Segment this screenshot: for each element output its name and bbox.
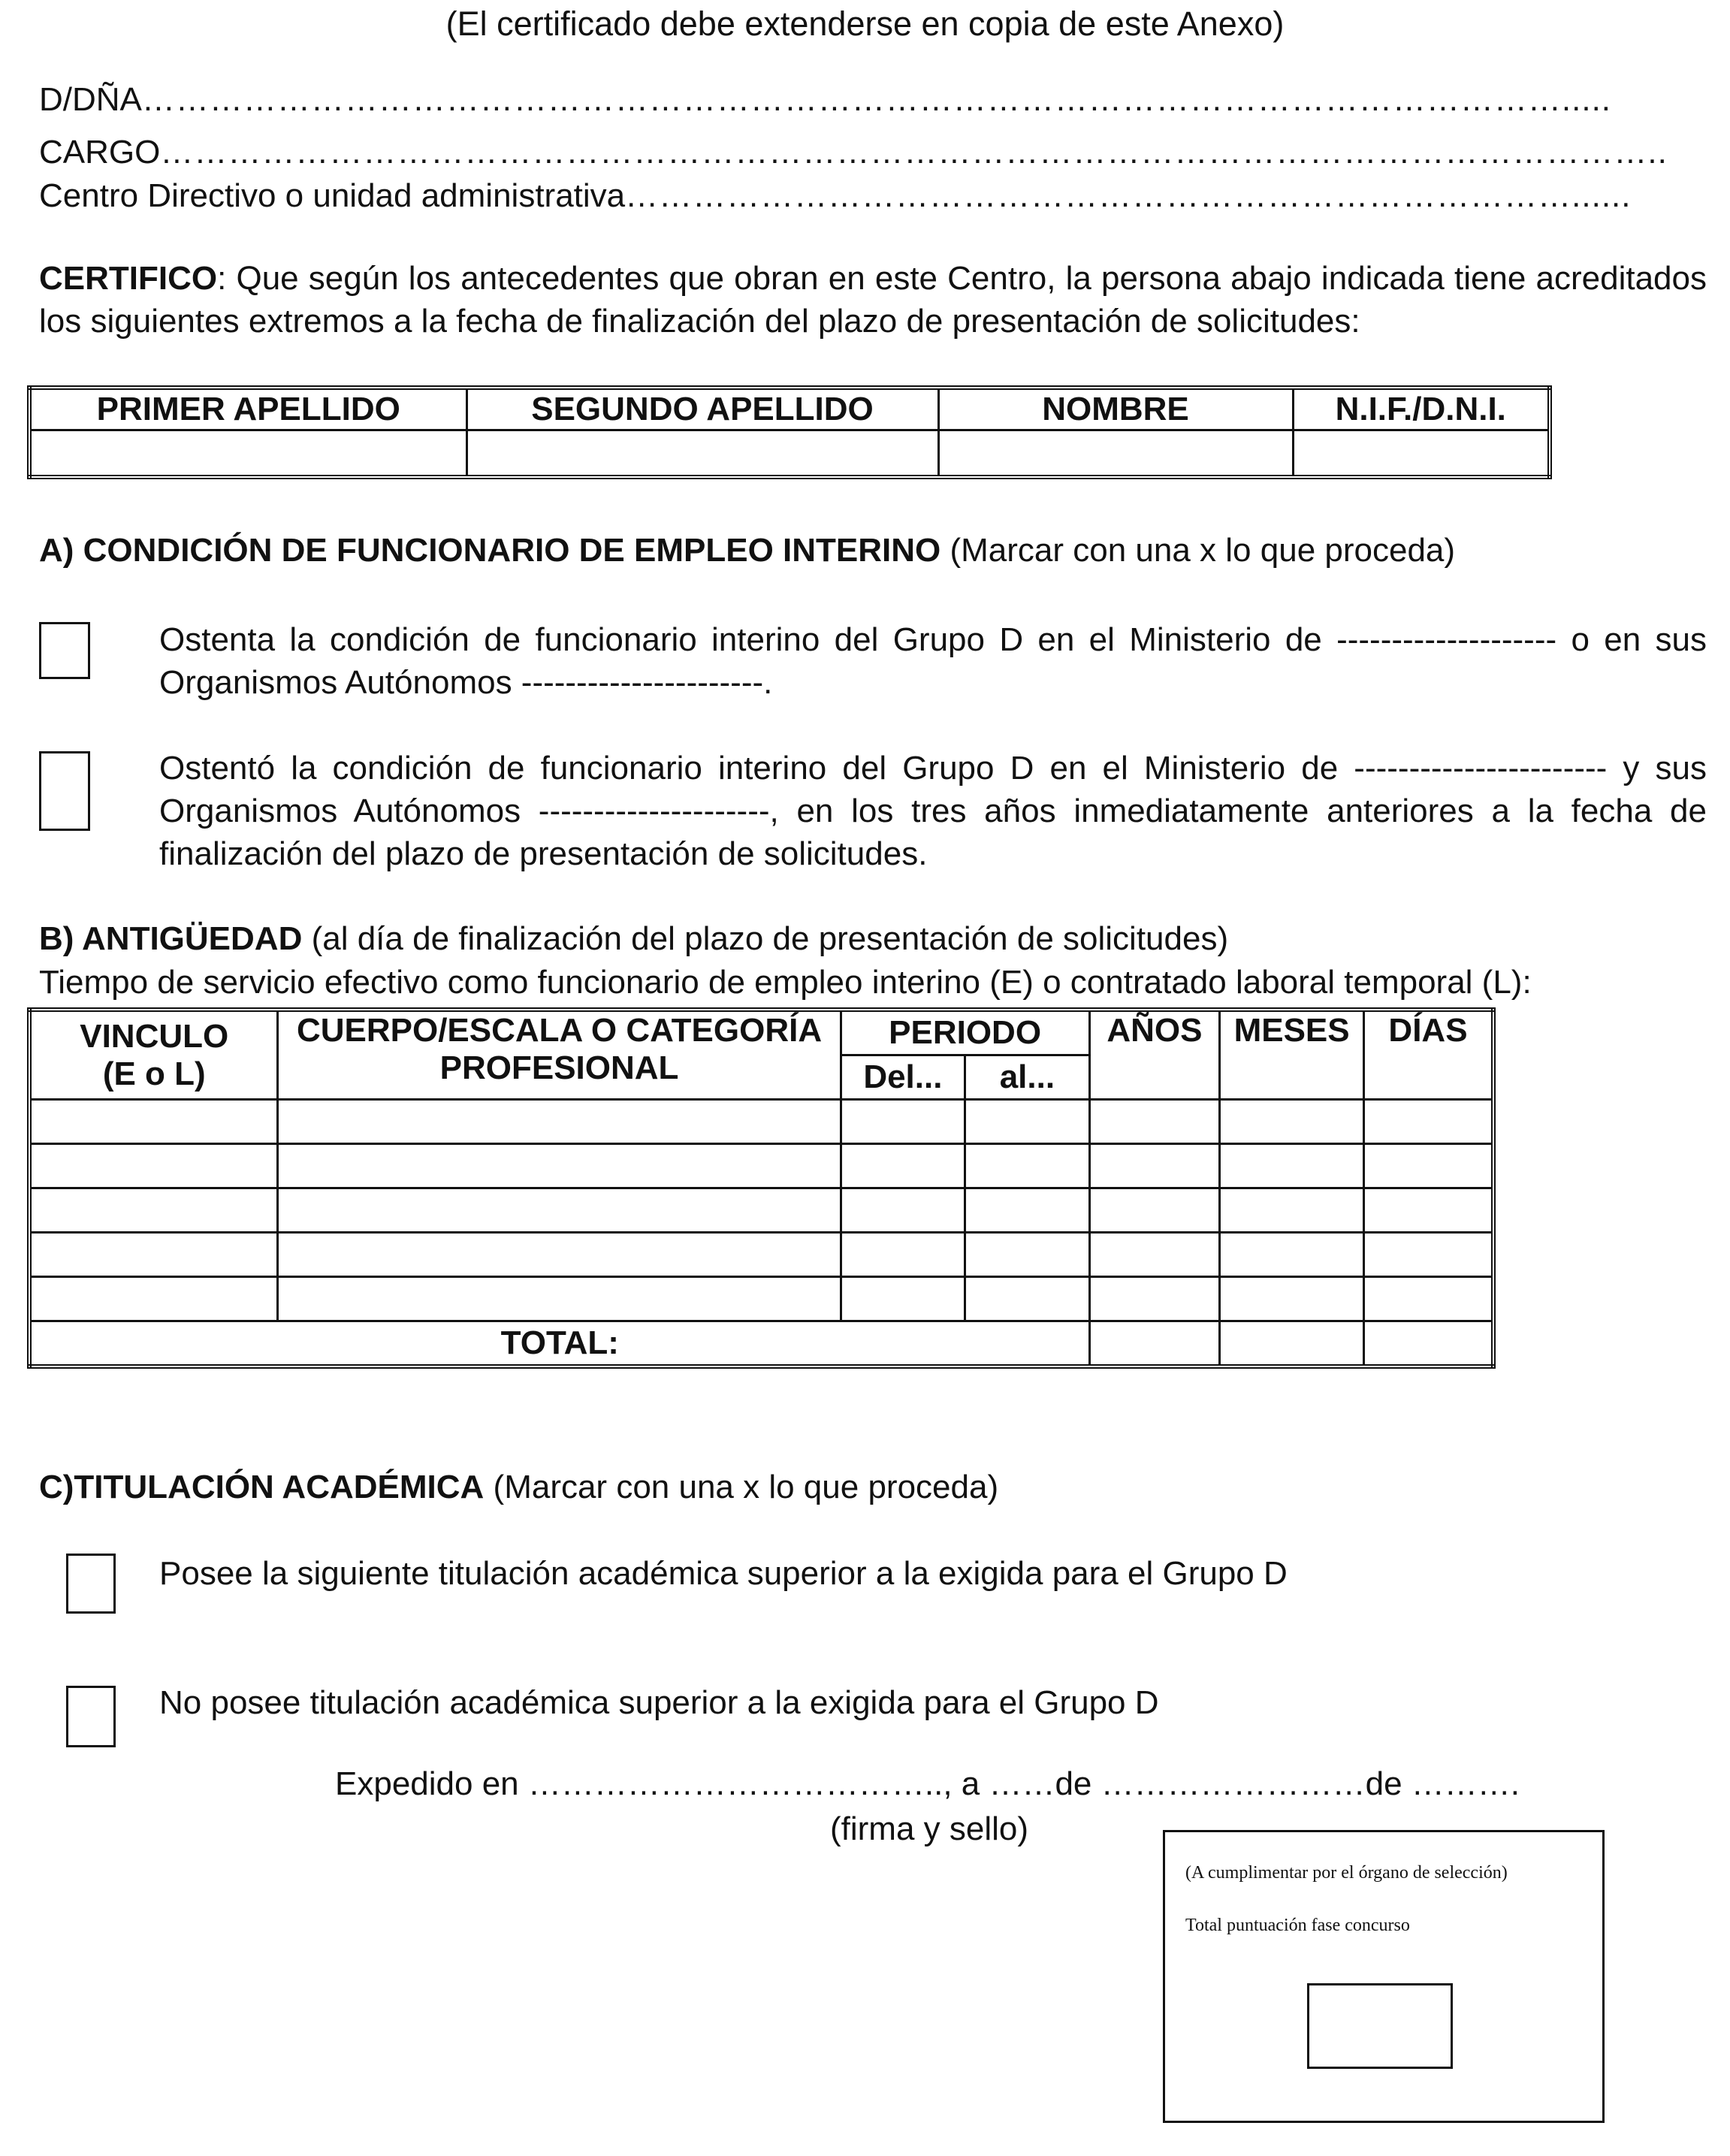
header-al: al... [965, 1055, 1089, 1100]
section-a-heading [39, 532, 1455, 569]
segundo-apellido-cell[interactable] [466, 430, 938, 478]
nombre-cell[interactable] [938, 430, 1293, 478]
field-cargo-label: CARGO [39, 134, 161, 171]
section-c-title: C)TITULACIÓN ACADÉMICA [39, 1469, 485, 1505]
dias-cell[interactable] [1363, 1144, 1493, 1188]
field-centro-dots: …………………………………………………………………………...... [625, 177, 1632, 214]
nif-dni-cell[interactable] [1293, 430, 1550, 478]
vinculo-cell[interactable] [29, 1188, 278, 1233]
dias-cell[interactable] [1363, 1277, 1493, 1321]
header-dias: DÍAS [1363, 1010, 1493, 1100]
section-a-option-2: Ostentó la condición de funcionario interino del Grupo D en el Ministerio de ----------------------- y sus Organismos Autónomos ---------------------, en los tres años inmediatamente anteriores a la fecha de finalización del plazo de presentación de solicitudes. [159, 750, 1707, 872]
section-c-checkbox-2[interactable] [66, 1686, 116, 1747]
header-nif-dni: N.I.F./D.N.I. [1293, 388, 1550, 430]
meses-cell[interactable] [1220, 1144, 1364, 1188]
del-cell[interactable] [841, 1277, 965, 1321]
dias-cell[interactable] [1363, 1188, 1493, 1233]
total-row [29, 1321, 1493, 1367]
field-dona[interactable] [39, 81, 1692, 119]
cuerpo-cell[interactable] [278, 1100, 841, 1144]
vinculo-cell[interactable] [29, 1233, 278, 1277]
header-meses: MESES [1220, 1010, 1364, 1100]
section-b-heading [39, 920, 1228, 958]
meses-cell[interactable] [1220, 1100, 1364, 1144]
identity-input-row [29, 430, 1550, 478]
certifico-label: CERTIFICO [39, 260, 218, 297]
primer-apellido-cell[interactable] [29, 430, 466, 478]
anos-cell[interactable] [1089, 1188, 1220, 1233]
total-label: TOTAL: [29, 1321, 1089, 1367]
selection-panel-note: (A cumplimentar por el órgano de selección) [1185, 1863, 1508, 1883]
header-segundo-apellido: SEGUNDO APELLIDO [466, 388, 938, 430]
anos-cell[interactable] [1089, 1233, 1220, 1277]
anos-cell[interactable] [1089, 1277, 1220, 1321]
header-anos: AÑOS [1089, 1010, 1220, 1100]
table-row [29, 1188, 1493, 1233]
del-cell[interactable] [841, 1188, 965, 1233]
meses-cell[interactable] [1220, 1277, 1364, 1321]
certifico-paragraph [39, 257, 1707, 343]
identity-table [27, 385, 1552, 479]
section-a-checkbox-1[interactable] [39, 622, 90, 679]
section-b-subtitle: Tiempo de servicio efectivo como funcionario de empleo interino (E) o contratado laboral temporal (L): [39, 964, 1532, 1001]
meses-cell[interactable] [1220, 1233, 1364, 1277]
header-primer-apellido: PRIMER APELLIDO [29, 388, 466, 430]
header-cuerpo-line2: PROFESIONAL [439, 1049, 679, 1086]
cuerpo-cell[interactable] [278, 1277, 841, 1321]
cuerpo-cell[interactable] [278, 1233, 841, 1277]
del-cell[interactable] [841, 1233, 965, 1277]
section-b-title: B) ANTIGÜEDAD [39, 920, 303, 957]
header-periodo: PERIODO [841, 1010, 1089, 1055]
total-dias-cell[interactable] [1363, 1321, 1493, 1367]
field-dona-label: D/DÑA [39, 81, 142, 118]
total-anos-cell[interactable] [1089, 1321, 1220, 1367]
anos-cell[interactable] [1089, 1144, 1220, 1188]
header-cuerpo [278, 1010, 841, 1100]
vinculo-cell[interactable] [29, 1100, 278, 1144]
del-cell[interactable] [841, 1144, 965, 1188]
section-b-note: (al día de finalización del plazo de presentación de solicitudes) [302, 920, 1229, 957]
firma-y-sello: (firma y sello) [830, 1810, 1029, 1847]
header-vinculo-line2: (E o L) [102, 1055, 206, 1092]
section-a-note: (Marcar con una x lo que proceda) [940, 532, 1456, 569]
vinculo-cell[interactable] [29, 1277, 278, 1321]
vinculo-cell[interactable] [29, 1144, 278, 1188]
header-vinculo [29, 1010, 278, 1100]
certifico-text: : Que según los antecedentes que obran en este Centro, la persona abajo indicada tiene acreditados los siguientes extremos a la fecha de finalización del plazo de presentación de solicitudes: [39, 260, 1707, 340]
al-cell[interactable] [965, 1188, 1089, 1233]
cuerpo-cell[interactable] [278, 1144, 841, 1188]
table-row [29, 1277, 1493, 1321]
meses-cell[interactable] [1220, 1188, 1364, 1233]
section-a-checkbox-2[interactable] [39, 751, 90, 831]
section-c-checkbox-1[interactable] [66, 1554, 116, 1614]
al-cell[interactable] [965, 1233, 1089, 1277]
field-cargo[interactable] [39, 134, 1692, 171]
identity-header-row [29, 388, 1550, 430]
total-meses-cell[interactable] [1220, 1321, 1364, 1367]
selection-panel-score-box[interactable] [1307, 1983, 1453, 2069]
seniority-table [27, 1007, 1496, 1369]
expedido-line[interactable]: Expedido en ……………………………….., a ……de ……………………de ………. [335, 1765, 1520, 1802]
field-centro[interactable] [39, 177, 1692, 215]
al-cell[interactable] [965, 1144, 1089, 1188]
field-centro-label: Centro Directivo o unidad administrativa [39, 177, 626, 214]
field-cargo-dots: …………………………………………………………………………………………………………………….. [160, 134, 1668, 171]
table-row [29, 1100, 1493, 1144]
dias-cell[interactable] [1363, 1233, 1493, 1277]
header-del: Del... [841, 1055, 965, 1100]
header-cuerpo-line1: CUERPO/ESCALA O CATEGORÍA [296, 1012, 823, 1049]
field-dona-dots: ………………………………………………………………………………………………………………..... [141, 81, 1612, 118]
del-cell[interactable] [841, 1100, 965, 1144]
selection-panel-score-label: Total puntuación fase concurso [1185, 1916, 1410, 1935]
section-a-option-1: Ostenta la condición de funcionario interino del Grupo D en el Ministerio de -------------------- o en sus Organismos Autónomos ----------------------. [159, 621, 1707, 701]
al-cell[interactable] [965, 1277, 1089, 1321]
al-cell[interactable] [965, 1100, 1089, 1144]
table-row [29, 1233, 1493, 1277]
cuerpo-cell[interactable] [278, 1188, 841, 1233]
header-vinculo-line1: VINCULO [80, 1017, 229, 1055]
table-row [29, 1144, 1493, 1188]
seniority-header-row-1 [29, 1010, 1493, 1055]
section-c-heading [39, 1469, 998, 1506]
section-c-option-1: Posee la siguiente titulación académica superior a la exigida para el Grupo D [159, 1555, 1288, 1592]
section-c-option-2: No posee titulación académica superior a la exigida para el Grupo D [159, 1684, 1159, 1721]
header-nombre: NOMBRE [938, 388, 1293, 430]
dias-cell[interactable] [1363, 1100, 1493, 1144]
section-c-note: (Marcar con una x lo que proceda) [484, 1469, 999, 1505]
section-a-title: A) CONDICIÓN DE FUNCIONARIO DE EMPLEO INTERINO [39, 532, 941, 569]
document-subtitle: (El certificado debe extenderse en copia de este Anexo) [445, 5, 1285, 43]
anos-cell[interactable] [1089, 1100, 1220, 1144]
